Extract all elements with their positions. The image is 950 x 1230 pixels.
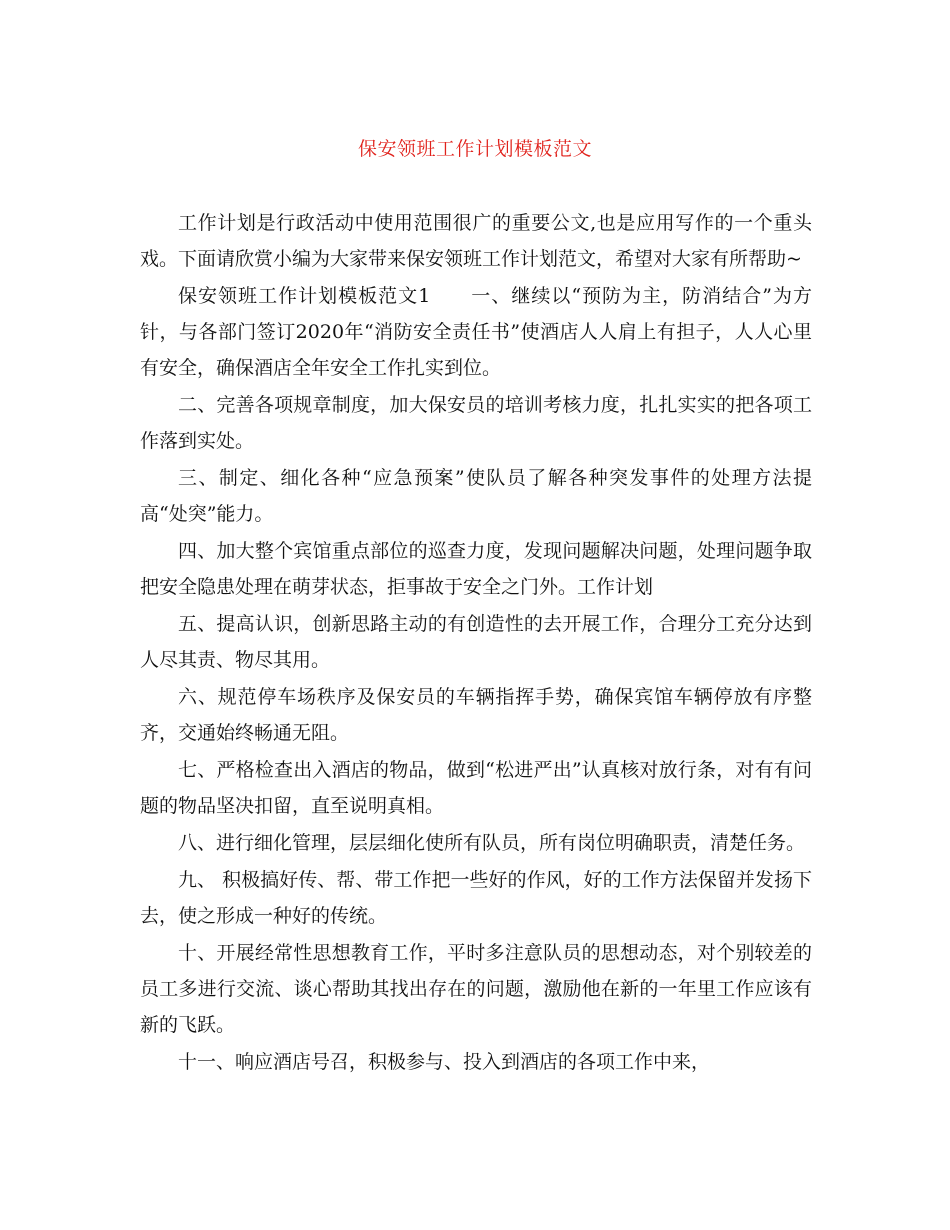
plan-item-1: 一、继续以“预防为主，防消结合”为方针，与各部门签订2020年“消防安全责任书”使酒店人人肩上有担子，人人心里有安全，确保酒店全年安全工作扎实到位。 — [140, 285, 812, 379]
intro-paragraph: 工作计划是行政活动中使用范围很广的重要公文,也是应用写作的一个重头戏。下面请欣赏小编为大家带来保安领班工作计划范文，希望对大家有所帮助~ — [140, 212, 812, 270]
document-body — [140, 205, 812, 1081]
plan-item-2: 二、完善各项规章制度，加大保安员的培训考核力度，扎扎实实的把各项工作落到实处。 — [140, 394, 812, 452]
plan-item-11: 十一、响应酒店号召，积极参与、投入到酒店的各项工作中来， — [178, 1051, 711, 1073]
plan-item-8: 八、进行细化管理，层层细化使所有队员，所有岗位明确职责，清楚任务。 — [178, 832, 806, 854]
plan-item-9: 九、 积极搞好传、帮、带工作把一些好的作风，好的工作方法保留并发扬下去，使之形成一种好的传统。 — [140, 869, 812, 927]
section-heading: 保安领班工作计划模板范文1 — [178, 285, 431, 307]
plan-item-3: 三、制定、细化各种“应急预案”使队员了解各种突发事件的处理方法提高“处突”能力。 — [140, 467, 812, 525]
document-title: 保安领班工作计划模板范文 — [357, 138, 592, 160]
plan-item-4: 四、加大整个宾馆重点部位的巡查力度，发现问题解决问题，处理问题争取把安全隐患处理在萌芽状态，拒事故于安全之门外。工作计划 — [140, 540, 812, 598]
plan-item-7: 七、严格检查出入酒店的物品，做到“松进严出”认真核对放行条，对有有问题的物品坚决扣留，直至说明真相。 — [140, 759, 812, 817]
section-first-paragraph — [140, 278, 812, 386]
plan-item-6: 六、规范停车场秩序及保安员的车辆指挥手势，确保宾馆车辆停放有序整齐，交通始终畅通无阻。 — [140, 686, 812, 744]
plan-item-10: 十、开展经常性思想教育工作，平时多注意队员的思想动态，对个别较差的员工多进行交流、谈心帮助其找出存在的问题，激励他在新的一年里工作应该有新的飞跃。 — [140, 942, 812, 1036]
plan-item-5: 五、提高认识，创新思路主动的有创造性的去开展工作，合理分工充分达到人尽其责、物尽其用。 — [140, 613, 812, 671]
